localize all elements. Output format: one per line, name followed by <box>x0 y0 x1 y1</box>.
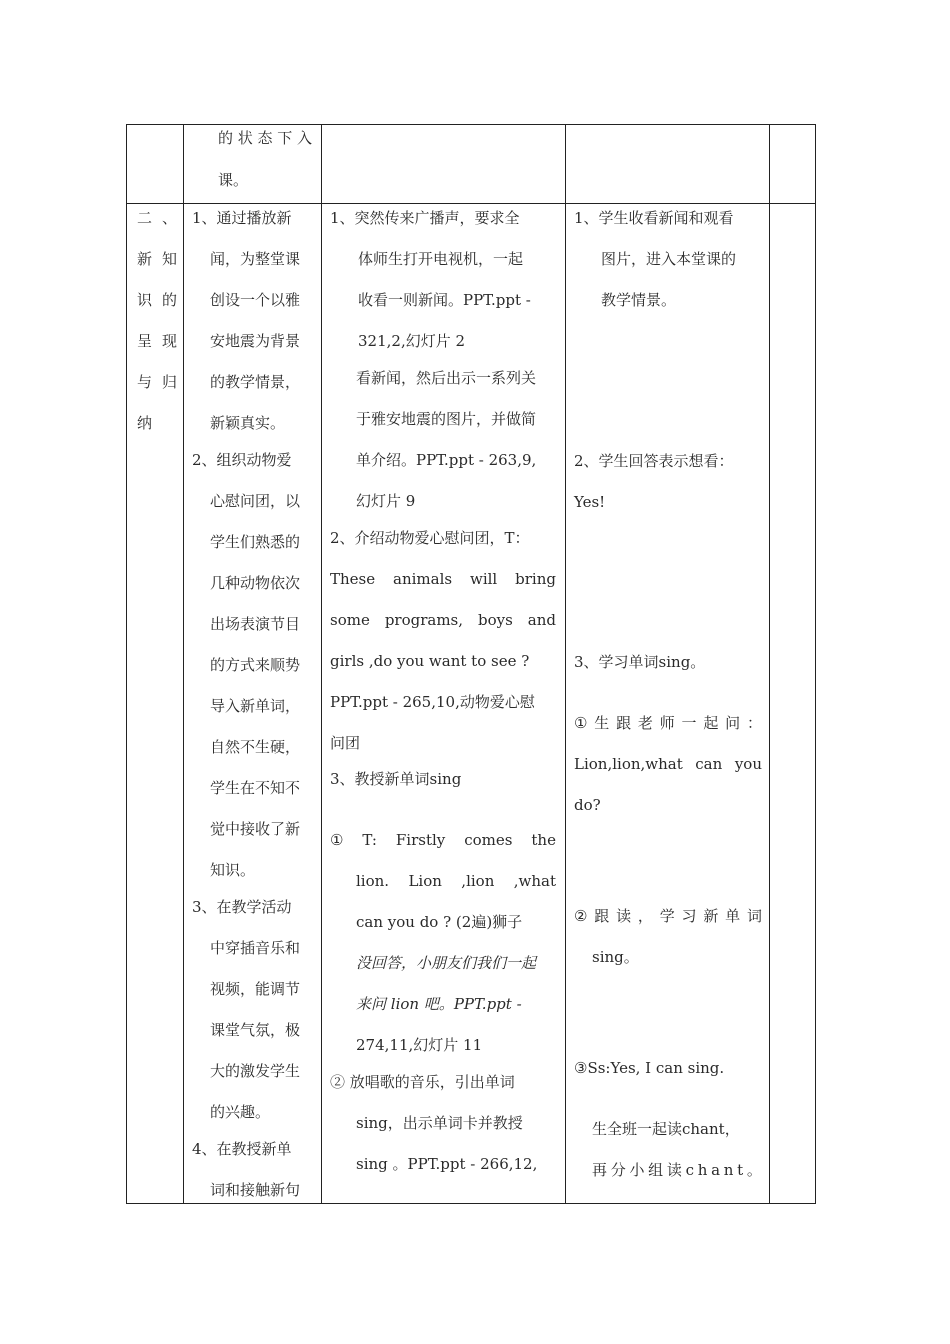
teacher-activity-line: sing，出示单词卡并教授 <box>356 1114 523 1132</box>
teacher-activity-line: 1、突然传来广播声，要求全 <box>330 209 520 227</box>
student-activity-line: 再 分 小 组 读 c h a n t 。 <box>592 1161 762 1179</box>
design-intent-line: 觉中接收了新 <box>210 820 301 838</box>
teacher-activity-line: can you do ? (2遍)狮子 <box>356 913 523 931</box>
student-activity-line: 3、学习单词sing。 <box>574 653 706 671</box>
student-activity-line: 图片，进入本堂课的 <box>601 250 737 268</box>
teacher-activity-line: 单介绍。PPT.ppt - 263,9, <box>356 451 537 469</box>
design-intent-line: 闻，为整堂课 <box>210 250 301 268</box>
design-intent-line: 新颖真实。 <box>210 414 286 432</box>
teacher-activity-line: ① T: Firstly comes the <box>330 831 556 849</box>
teacher-activity-line: 2、介绍动物爱心慰问团，T： <box>330 529 530 547</box>
table-border-right <box>815 124 816 1204</box>
stage-label-line: 二 、 <box>137 209 177 227</box>
teacher-activity-line: girls ,do you want to see ? <box>330 652 530 670</box>
student-activity-line: Yes! <box>574 493 606 511</box>
teacher-activity-line: 274,11,幻灯片 11 <box>356 1036 483 1054</box>
design-intent-line: 学生们熟悉的 <box>210 533 301 551</box>
design-intent-line: 几种动物依次 <box>210 574 301 592</box>
design-intent-line: 的 状 态 下 入 <box>218 129 312 147</box>
design-intent-line: 1、通过播放新 <box>192 209 292 227</box>
row-divider <box>126 203 816 204</box>
design-intent-line: 的兴趣。 <box>210 1103 271 1121</box>
student-activity-line: ③Ss:Yes, I can sing. <box>574 1059 725 1077</box>
design-intent-line: 的教学情景， <box>210 373 301 391</box>
table-border-left <box>126 124 127 1204</box>
design-intent-line: 词和接触新句 <box>210 1181 301 1199</box>
design-intent-line: 课堂气氛，极 <box>210 1021 301 1039</box>
stage-label-line: 与 归 <box>137 373 177 391</box>
design-intent-line: 的方式来顺势 <box>210 656 301 674</box>
design-intent-line: 中穿插音乐和 <box>210 939 301 957</box>
design-intent-line: 视频，能调节 <box>210 980 301 998</box>
design-intent-line: 3、在教学活动 <box>192 898 292 916</box>
student-activity-line: ① 生 跟 老 师 一 起 问 ： <box>574 714 762 732</box>
teacher-activity-line: some programs, boys and <box>330 611 556 629</box>
student-activity-line: 1、学生收看新闻和观看 <box>574 209 734 227</box>
student-activity-line: sing。 <box>592 948 639 966</box>
design-intent-line: 心慰问团，以 <box>210 492 301 510</box>
teacher-activity-line: 看新闻，然后出示一系列关 <box>356 369 537 387</box>
teacher-activity-line: 幻灯片 9 <box>356 492 416 510</box>
design-intent-line: 安地震为背景 <box>210 332 301 350</box>
column-divider-1 <box>183 124 184 1204</box>
student-activity-line: ② 跟 读 ， 学 习 新 单 词 <box>574 907 762 925</box>
column-divider-3 <box>565 124 566 1204</box>
design-intent-line: 创设一个以雅 <box>210 291 301 309</box>
column-divider-2 <box>321 124 322 1204</box>
design-intent-line: 2、组织动物爱 <box>192 451 292 469</box>
student-activity-line: 生全班一起读chant， <box>592 1120 740 1138</box>
teacher-activity-line: ② 放唱歌的音乐，引出单词 <box>330 1073 515 1091</box>
teacher-activity-line: 321,2,幻灯片 2 <box>358 332 466 350</box>
design-intent-line: 大的激发学生 <box>210 1062 301 1080</box>
teacher-activity-line: 没回答，小朋友们我们一起 <box>356 954 537 972</box>
teacher-activity-line: 3、教授新单词sing <box>330 770 462 788</box>
stage-label-line: 呈 现 <box>137 332 177 350</box>
design-intent-line: 4、在教授新单 <box>192 1140 292 1158</box>
teacher-activity-line: 问团 <box>330 734 361 752</box>
design-intent-line: 出场表演节目 <box>210 615 301 633</box>
teacher-activity-line: 来问 lion 吧。PPT.ppt - <box>356 995 522 1013</box>
stage-label-line: 纳 <box>137 414 153 432</box>
column-divider-4 <box>769 124 770 1204</box>
table-border-bottom <box>126 1203 816 1204</box>
stage-label-line: 新 知 <box>137 250 177 268</box>
design-intent-line: 自然不生硬， <box>210 738 301 756</box>
student-activity-line: 教学情景。 <box>601 291 677 309</box>
teacher-activity-line: 体师生打开电视机，一起 <box>358 250 524 268</box>
teacher-activity-line: 于雅安地震的图片，并做简 <box>356 410 537 428</box>
student-activity-line: Lion,lion,what can you <box>574 755 762 773</box>
student-activity-line: do? <box>574 796 601 814</box>
design-intent-line: 学生在不知不 <box>210 779 301 797</box>
teacher-activity-line: PPT.ppt - 265,10,动物爱心慰 <box>330 693 535 711</box>
design-intent-line: 课。 <box>218 171 249 189</box>
table-border-top <box>126 124 816 125</box>
teacher-activity-line: lion. Lion ,lion ,what <box>356 872 556 890</box>
student-activity-line: 2、学生回答表示想看： <box>574 452 734 470</box>
teacher-activity-line: 收看一则新闻。PPT.ppt - <box>358 291 531 309</box>
design-intent-line: 导入新单词， <box>210 697 301 715</box>
teacher-activity-line: These animals will bring <box>330 570 556 588</box>
teacher-activity-line: sing 。PPT.ppt - 266,12, <box>356 1155 538 1173</box>
design-intent-line: 知识。 <box>210 861 256 879</box>
stage-label-line: 识 的 <box>137 291 177 309</box>
